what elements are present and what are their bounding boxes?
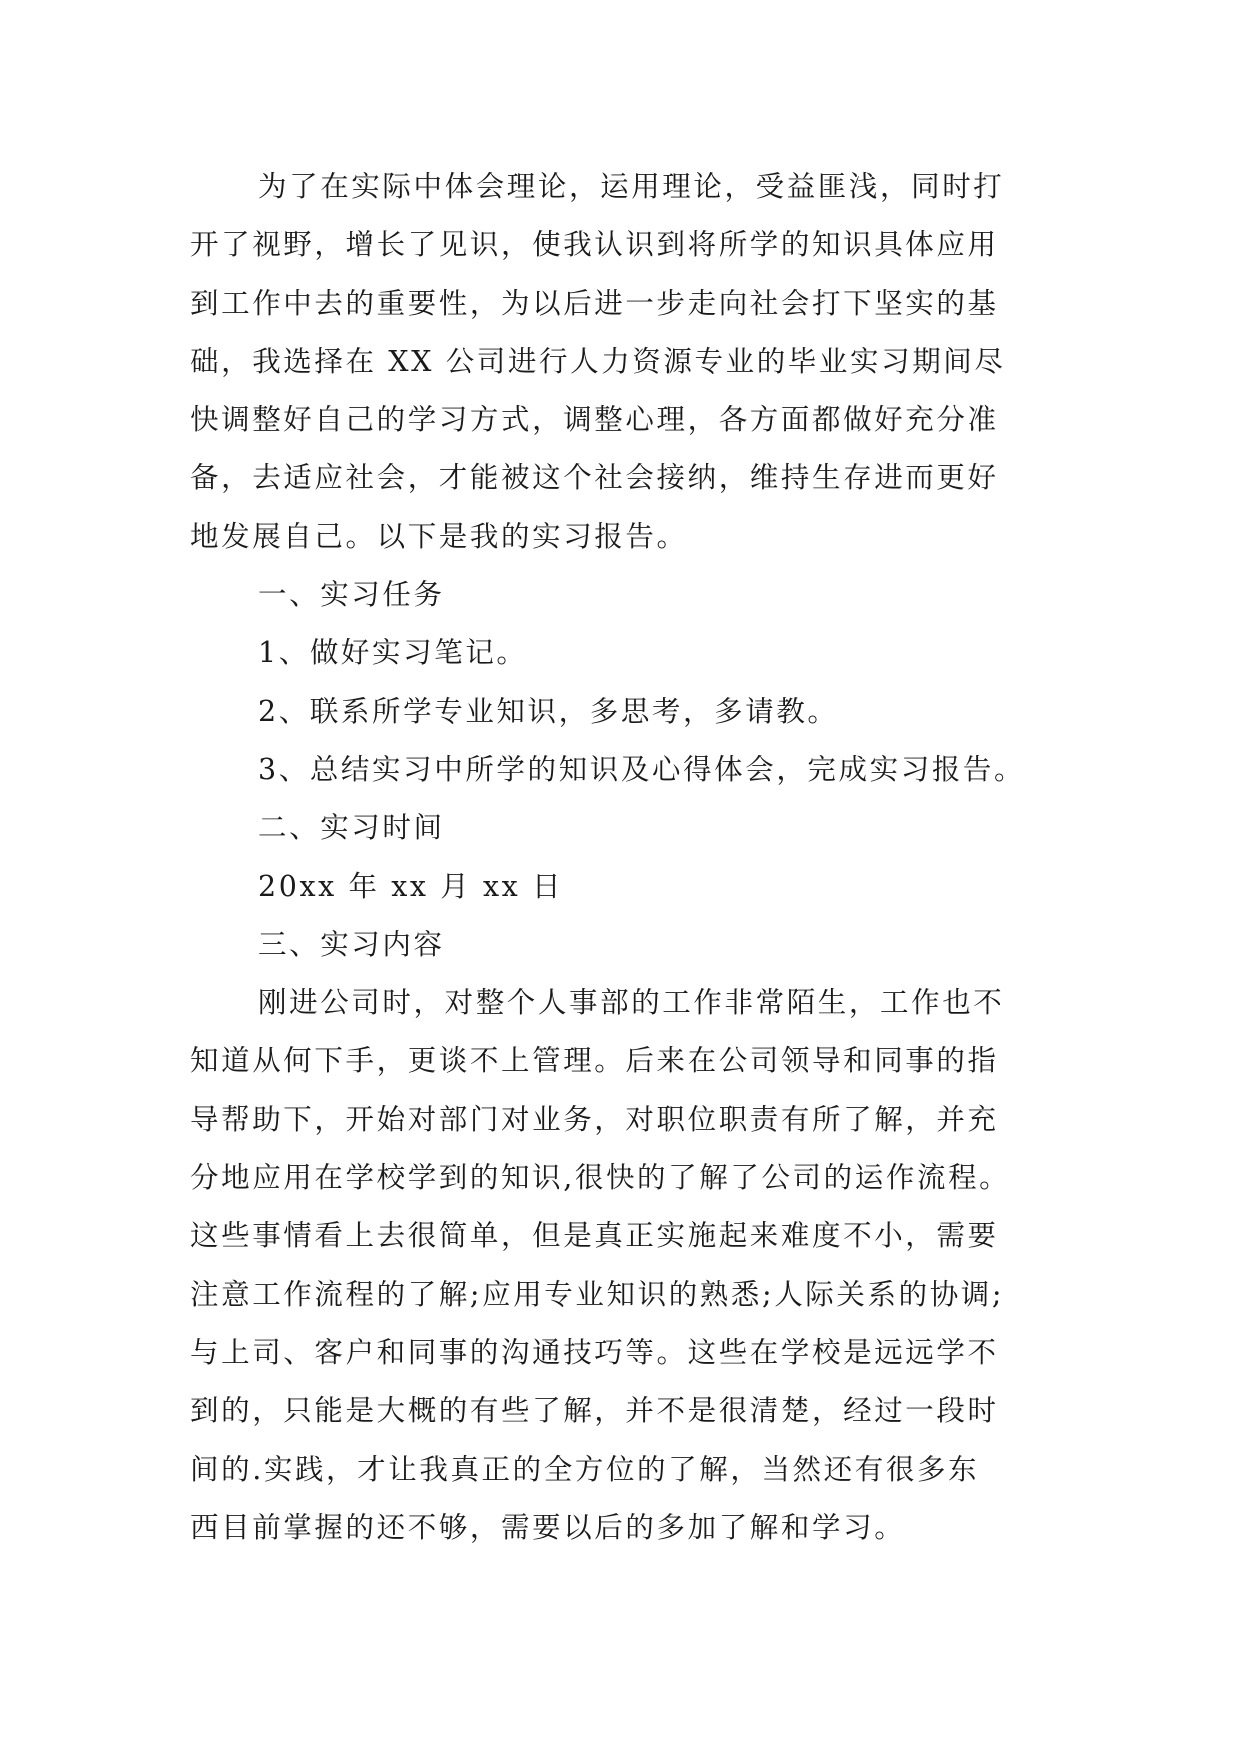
- text-line: 开了视野，增长了见识，使我认识到将所学的知识具体应用: [190, 228, 999, 262]
- text-line: 刚进公司时，对整个人事部的工作非常陌生，工作也不: [258, 986, 1005, 1020]
- text-line: 为了在实际中体会理论，运用理论，受益匪浅，同时打: [258, 170, 1005, 203]
- text-line: 分地应用在学校学到的知识,很快的了解了公司的运作流程。: [190, 1161, 1011, 1195]
- text-line: 间的.实践，才让我真正的全方位的了解，当然还有很多东: [190, 1452, 980, 1486]
- text-line: 西目前掌握的还不够，需要以后的多加了解和学习。: [190, 1510, 906, 1544]
- text-line: 快调整好自己的学习方式，调整心理，各方面都做好充分准: [190, 403, 999, 437]
- section-heading: 二、实习时间: [258, 811, 445, 845]
- text-line: 到工作中去的重要性，为以后进一步走向社会打下坚实的基: [190, 286, 999, 320]
- list-item: 1、做好实习笔记。: [258, 636, 528, 670]
- text-line: 备，去适应社会，才能被这个社会接纳，维持生存进而更好: [190, 461, 999, 495]
- document-body: [190, 158, 1070, 1557]
- text-line: 这些事情看上去很简单，但是真正实施起来难度不小，需要: [190, 1219, 999, 1253]
- text-line: 注意工作流程的了解;应用专业知识的熟悉;人际关系的协调;: [190, 1277, 1005, 1311]
- text-line: 地发展自己。以下是我的实习报告。: [190, 519, 688, 553]
- section-heading: 一、实习任务: [258, 578, 445, 612]
- text-line: 导帮助下，开始对部门对业务，对职位职责有所了解，并充: [190, 1102, 999, 1136]
- text-line: 到的，只能是大概的有些了解，并不是很清楚，经过一段时: [190, 1394, 999, 1428]
- section-heading: 三、实习内容: [258, 927, 445, 961]
- text-line: 与上司、客户和同事的沟通技巧等。这些在学校是远远学不: [190, 1335, 999, 1369]
- date-text: 20xx 年 xx 月 xx 日: [258, 869, 564, 903]
- list-item: 3、总结实习中所学的知识及心得体会，完成实习报告。: [258, 752, 1026, 786]
- list-item: 2、联系所学专业知识，多思考，多请教。: [258, 694, 839, 728]
- text-line: 知道从何下手，更谈不上管理。后来在公司领导和同事的指: [190, 1044, 999, 1078]
- text-line: 础，我选择在 XX 公司进行人力资源专业的毕业实习期间尽: [190, 344, 1006, 378]
